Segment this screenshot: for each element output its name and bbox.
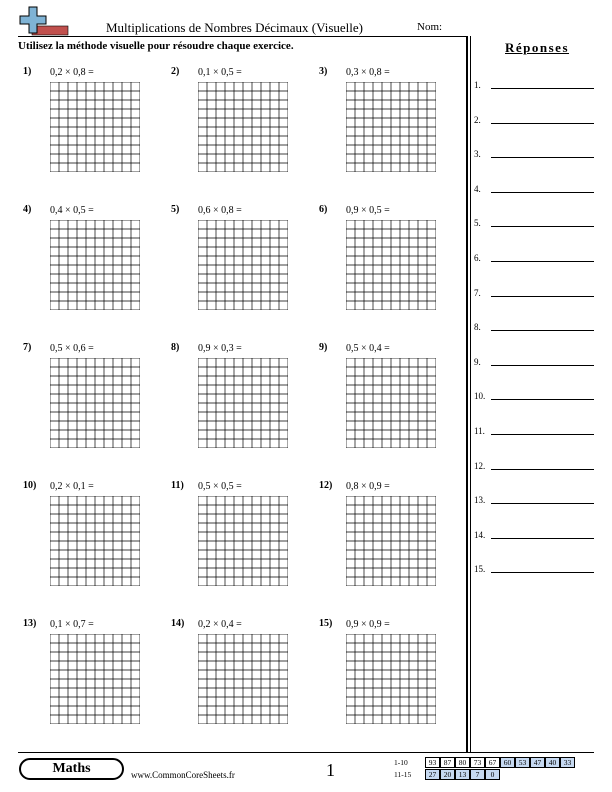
problem-number: 2)	[171, 66, 180, 77]
page-number: 1	[326, 760, 335, 780]
problem-expression: 0,5 × 0,5 =	[198, 481, 242, 492]
grid-lines	[198, 634, 288, 724]
answer-row	[474, 113, 594, 127]
grid-lines	[198, 82, 288, 172]
grid-lines	[198, 358, 288, 448]
answer-blank-field[interactable]	[491, 399, 594, 400]
grid-lines	[50, 634, 140, 724]
problem-14	[171, 618, 311, 748]
hundred-grid[interactable]	[198, 358, 288, 448]
grid-lines	[346, 82, 436, 172]
problem-2	[171, 66, 311, 196]
problem-number: 4)	[23, 204, 32, 215]
answers-column-divider-inner	[470, 36, 471, 752]
problem-number: 8)	[171, 342, 180, 353]
problem-number: 10)	[23, 480, 37, 491]
grid-lines	[50, 82, 140, 172]
problem-3	[319, 66, 459, 196]
answer-blank-field[interactable]	[491, 157, 594, 158]
problem-number: 14)	[171, 618, 185, 629]
grid-lines	[346, 220, 436, 310]
plus-sign-logo-icon	[18, 6, 70, 36]
problem-number: 9)	[319, 342, 328, 353]
answer-row	[474, 562, 594, 576]
answer-row	[474, 147, 594, 161]
hundred-grid[interactable]	[198, 220, 288, 310]
answer-blank-field[interactable]	[491, 192, 594, 193]
answer-number: 13.	[474, 495, 486, 506]
problem-11	[171, 480, 311, 610]
problem-expression: 0,5 × 0,4 =	[346, 343, 390, 354]
problem-10	[23, 480, 163, 610]
problem-expression: 0,2 × 0,1 =	[50, 481, 94, 492]
answer-blank-field[interactable]	[491, 261, 594, 262]
score-cell: 27	[425, 769, 440, 780]
name-label: Nom:	[417, 21, 443, 33]
answer-number: 4.	[474, 183, 481, 194]
score-cell: 40	[545, 757, 560, 768]
score-cell: 47	[530, 757, 545, 768]
answer-blank-field[interactable]	[491, 434, 594, 435]
answer-blank-field[interactable]	[491, 330, 594, 331]
problem-expression: 0,1 × 0,5 =	[198, 67, 242, 78]
answer-number: 14.	[474, 529, 486, 540]
score-cell: 87	[440, 757, 455, 768]
hundred-grid[interactable]	[50, 496, 140, 586]
score-cell: 60	[500, 757, 515, 768]
hundred-grid[interactable]	[50, 82, 140, 172]
grid-lines	[346, 634, 436, 724]
problem-number: 15)	[319, 618, 333, 629]
answer-number: 11.	[474, 426, 485, 436]
score-cell: 73	[470, 757, 485, 768]
problem-6	[319, 204, 459, 334]
score-cell: 80	[455, 757, 470, 768]
score-cell: 33	[560, 757, 575, 768]
answer-number: 1.	[474, 80, 481, 90]
problem-expression: 0,4 × 0,5 =	[50, 205, 94, 216]
problem-expression: 0,9 × 0,5 =	[346, 205, 390, 216]
score-range-label: 11-15	[394, 770, 412, 779]
hundred-grid[interactable]	[198, 82, 288, 172]
score-range-label: 1-10	[394, 758, 408, 767]
score-cell: 53	[515, 757, 530, 768]
answer-row	[474, 493, 594, 507]
answer-number: 8.	[474, 322, 481, 333]
answer-blank-field[interactable]	[491, 469, 594, 470]
page-title: Multiplications de Nombres Décimaux (Visuelle)	[106, 20, 363, 35]
answer-blank-field[interactable]	[491, 538, 594, 539]
grid-lines	[50, 496, 140, 586]
hundred-grid[interactable]	[198, 496, 288, 586]
hundred-grid[interactable]	[346, 220, 436, 310]
problem-number: 12)	[319, 480, 333, 491]
answer-row	[474, 216, 594, 230]
answer-row	[474, 528, 594, 542]
problem-4	[23, 204, 163, 334]
problem-expression: 0,8 × 0,9 =	[346, 481, 390, 492]
answer-blank-field[interactable]	[491, 226, 594, 227]
problem-5	[171, 204, 311, 334]
grid-lines	[198, 496, 288, 586]
header-divider	[18, 36, 467, 37]
score-cell: 93	[425, 757, 440, 768]
subject-badge: Maths	[19, 758, 124, 780]
answers-column-divider	[466, 36, 468, 752]
site-url: www.CommonCoreSheets.fr	[131, 770, 235, 780]
answer-number: 7.	[474, 287, 481, 298]
answer-number: 15.	[474, 564, 486, 575]
grid-lines	[198, 220, 288, 310]
hundred-grid[interactable]	[346, 82, 436, 172]
answer-row	[474, 320, 594, 334]
grid-lines	[50, 220, 140, 310]
answer-number: 5.	[474, 218, 481, 229]
score-cell: 7	[470, 769, 485, 780]
answer-number: 10.	[474, 391, 486, 402]
problem-number: 6)	[319, 204, 328, 215]
problem-number: 7)	[23, 342, 32, 353]
problem-expression: 0,9 × 0,9 =	[346, 619, 390, 630]
hundred-grid[interactable]	[50, 220, 140, 310]
answer-row	[474, 78, 594, 92]
problem-expression: 0,3 × 0,8 =	[346, 67, 390, 78]
problem-number: 3)	[319, 66, 328, 77]
answer-blank-field[interactable]	[491, 365, 594, 366]
answer-blank-field[interactable]	[491, 572, 594, 573]
score-cell: 20	[440, 769, 455, 780]
hundred-grid[interactable]	[346, 496, 436, 586]
problem-expression: 0,1 × 0,7 =	[50, 619, 94, 630]
answer-row	[474, 459, 594, 473]
hundred-grid[interactable]	[50, 634, 140, 724]
answer-number: 2.	[474, 114, 481, 125]
problem-expression: 0,6 × 0,8 =	[198, 205, 242, 216]
answer-number: 9.	[474, 356, 481, 367]
problem-number: 1)	[23, 66, 32, 77]
answer-blank-field[interactable]	[491, 123, 594, 124]
score-cell: 67	[485, 757, 500, 768]
problem-7	[23, 342, 163, 472]
grid-lines	[346, 358, 436, 448]
problem-1	[23, 66, 163, 196]
problem-expression: 0,5 × 0,6 =	[50, 343, 94, 354]
answer-row	[474, 251, 594, 265]
answer-row	[474, 286, 594, 300]
instructions-text: Utilisez la méthode visuelle pour résoudre chaque exercice.	[18, 40, 294, 52]
problem-15	[319, 618, 459, 748]
hundred-grid[interactable]	[198, 634, 288, 724]
problem-12	[319, 480, 459, 610]
hundred-grid[interactable]	[346, 634, 436, 724]
score-cell: 0	[485, 769, 500, 780]
answer-number: 6.	[474, 253, 481, 263]
problem-8	[171, 342, 311, 472]
answer-number: 3.	[474, 149, 481, 160]
problem-13	[23, 618, 163, 748]
answer-row	[474, 355, 594, 369]
problem-9	[319, 342, 459, 472]
problem-expression: 0,2 × 0,4 =	[198, 619, 242, 630]
problem-expression: 0,9 × 0,3 =	[198, 343, 242, 354]
answer-blank-field[interactable]	[491, 503, 594, 504]
answer-blank-field[interactable]	[491, 88, 594, 89]
hundred-grid[interactable]	[50, 358, 140, 448]
answer-number: 12.	[474, 460, 486, 471]
problem-number: 5)	[171, 204, 180, 215]
footer-divider	[18, 752, 594, 753]
problem-number: 13)	[23, 618, 37, 629]
grid-lines	[346, 496, 436, 586]
answer-row	[474, 424, 594, 438]
score-cell: 13	[455, 769, 470, 780]
hundred-grid[interactable]	[346, 358, 436, 448]
grid-lines	[50, 358, 140, 448]
problem-number: 11)	[171, 480, 184, 491]
answers-title: Réponses	[505, 40, 570, 55]
answer-row	[474, 182, 594, 196]
problem-expression: 0,2 × 0,8 =	[50, 67, 94, 78]
answer-blank-field[interactable]	[491, 296, 594, 297]
answer-row	[474, 389, 594, 403]
